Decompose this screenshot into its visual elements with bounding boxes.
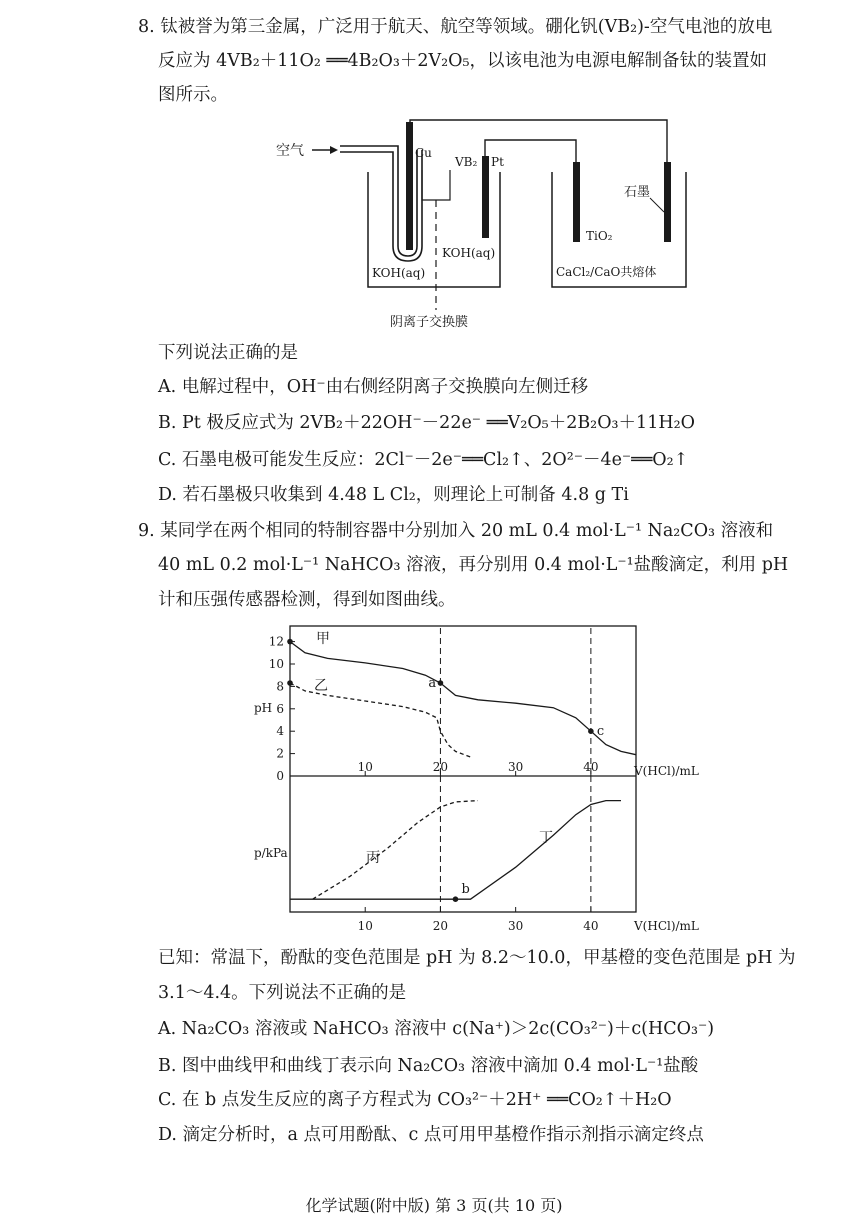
pressure-x-tick-label-30: 30	[508, 919, 524, 933]
series-label-bing: 丙	[366, 850, 380, 866]
q8-option-a: A. 电解过程中，OH⁻由右侧经阴离子交换膜向左侧迁移	[158, 377, 589, 397]
pressure-series-0	[313, 801, 478, 900]
ph-x-tick-label-40: 40	[583, 760, 599, 774]
pressure-x-tick-label-20: 20	[432, 919, 449, 933]
cu-label: Cu	[415, 146, 432, 160]
electrolysis-apparatus-figure	[270, 115, 700, 333]
series-label-jia: 甲	[316, 631, 330, 647]
q9-option-d: D. 滴定分析时，a 点可用酚酞、c 点可用甲基橙作指示剂指示滴定终点	[158, 1125, 704, 1145]
pt-label: Pt	[491, 155, 504, 169]
page-footer: 化学试题(附中版) 第 3 页(共 10 页)	[305, 1196, 563, 1215]
pressure-x-tick-label-40: 40	[583, 919, 599, 933]
ph-point-a	[438, 680, 444, 686]
ph-x-axis-label: V(HCl)/mL	[634, 764, 699, 778]
ph-series-0	[290, 642, 636, 755]
tio2-electrode	[573, 162, 580, 242]
pressure-series-1	[290, 801, 621, 900]
ph-point-label-c: c	[596, 724, 605, 740]
ph-y-tick-label-12: 12	[268, 634, 284, 649]
membrane-label: 阴离子交换膜	[390, 315, 469, 330]
pressure-point-b	[453, 896, 459, 902]
q9-text-line3: 计和压强传感器检测，得到如图曲线。	[158, 590, 456, 610]
q9-text-line2: 40 mL 0.2 mol·L⁻¹ NaHCO₃ 溶液，再分别用 0.4 mol·L⁻¹盐酸滴定，利用 pH	[158, 555, 789, 575]
ph-y-tick-label-10: 10	[268, 657, 284, 671]
pressure-point-label-b: b	[461, 882, 470, 898]
series-label-ding: 丁	[539, 830, 553, 846]
pressure-y-axis-label: p/kPa	[254, 846, 288, 860]
q9-option-a: A. Na₂CO₃ 溶液或 NaHCO₃ 溶液中 c(Na⁺)＞2c(CO₃²⁻)＋c(HCO₃⁻)	[158, 1019, 715, 1039]
q9-text-line1: 9. 某同学在两个相同的特制容器中分别加入 20 mL 0.4 mol·L⁻¹ Na₂CO₃ 溶液和	[138, 521, 774, 541]
q8-prompt: 下列说法正确的是	[158, 343, 298, 363]
tio2-label: TiO₂	[586, 229, 613, 243]
q9-known-line2: 3.1～4.4。下列说法不正确的是	[158, 983, 407, 1003]
ph-x-tick-label-10: 10	[357, 760, 373, 774]
q9-option-b: B. 图中曲线甲和曲线丁表示向 Na₂CO₃ 溶液中滴加 0.4 mol·L⁻¹盐酸	[158, 1056, 699, 1076]
ph-y-tick-label-8: 8	[276, 679, 284, 694]
q8-text-line3: 图所示。	[158, 85, 228, 105]
ph-y-tick-label-2: 2	[276, 746, 284, 761]
graphite-label: 石墨	[624, 185, 651, 200]
ph-y-tick-label-4: 4	[276, 724, 284, 739]
vb2-label: VB₂	[455, 155, 478, 169]
koh-left-label: KOH(aq)	[372, 266, 426, 280]
q8-option-b: B. Pt 极反应式为 2VB₂＋22OH⁻－22e⁻ ══V₂O₅＋2B₂O₃＋11H₂O	[158, 413, 695, 433]
koh-right-label: KOH(aq)	[442, 246, 496, 260]
q8-text-line1: 8. 钛被誉为第三金属，广泛用于航天、航空等领域。硼化钒(VB₂)-空气电池的放电	[138, 17, 773, 37]
pressure-x-axis-label: V(HCl)/mL	[634, 919, 699, 933]
cu-electrode	[406, 122, 413, 250]
ph-series-1	[290, 683, 471, 757]
q9-known-line1: 已知：常温下，酚酞的变色范围是 pH 为 8.2～10.0，甲基橙的变色范围是 pH 为	[158, 948, 796, 968]
melt-label: CaCl₂/CaO共熔体	[556, 265, 657, 279]
pt-electrode	[482, 156, 489, 238]
ph-x-tick-label-30: 30	[508, 760, 524, 774]
start-dot-jia	[287, 639, 293, 645]
ph-x-tick-label-20: 20	[432, 760, 449, 774]
air-label: 空气	[276, 143, 304, 159]
q8-option-d: D. 若石墨极只收集到 4.48 L Cl₂，则理论上可制备 4.8 g Ti	[158, 485, 629, 505]
pressure-x-tick-label-10: 10	[357, 919, 373, 933]
ph-y-axis-label: pH	[254, 701, 273, 715]
q8-text-line2: 反应为 4VB₂＋11O₂ ══4B₂O₃＋2V₂O₅，以该电池为电源电解制备钛的装置如	[158, 51, 767, 71]
ph-y-tick-label-6: 6	[276, 701, 284, 716]
q8-option-c: C. 石墨电极可能发生反应：2Cl⁻－2e⁻══Cl₂↑、2O²⁻－4e⁻══O₂↑	[158, 450, 689, 470]
titration-charts	[250, 620, 710, 935]
ph-y-tick-label-0: 0	[276, 769, 284, 783]
ph-point-label-a: a	[428, 676, 437, 692]
air-tube	[340, 146, 417, 256]
series-label-yi: 乙	[314, 678, 328, 694]
graphite-electrode	[664, 162, 671, 242]
wire-cu-graphite	[410, 120, 667, 162]
ph-point-c	[588, 728, 594, 734]
q9-option-c: C. 在 b 点发生反应的离子方程式为 CO₃²⁻＋2H⁺ ══CO₂↑＋H₂O	[158, 1090, 672, 1110]
start-dot-yi	[287, 680, 293, 686]
